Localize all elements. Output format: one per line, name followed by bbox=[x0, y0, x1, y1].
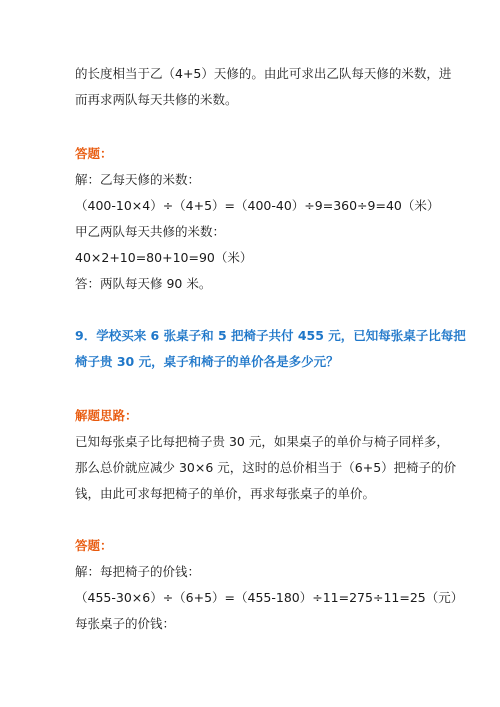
answer-line-1: 解：乙每天修的米数： bbox=[75, 172, 201, 187]
question-9-line-2: 椅子贵 30 元，桌子和椅子的单价各是多少元？ bbox=[75, 354, 339, 369]
answer-2-line-3: 每张桌子的价钱： bbox=[75, 616, 176, 631]
question-9-line-1: 9．学校买来 6 张桌子和 5 把椅子共付 455 元，已知每张桌子比每把 bbox=[75, 328, 466, 343]
thinking-line-2: 那么总价就应减少 30×6 元，这时的总价相当于（6+5）把椅子的价 bbox=[75, 460, 457, 475]
answer-2-line-1: 解：每把椅子的价钱： bbox=[75, 564, 201, 579]
answer-2-line-2: （455-30×6）÷（6+5）=（455-180）÷11=275÷11=25（元） bbox=[75, 590, 464, 605]
thinking-line-1: 已知每张桌子比每把椅子贵 30 元，如果桌子的单价与椅子同样多， bbox=[75, 434, 449, 449]
intro-line-2: 而再求两队每天共修的米数。 bbox=[75, 92, 238, 107]
intro-line-1: 的长度相当于乙（4+5）天修的。由此可求出乙队每天修的米数，进 bbox=[75, 66, 452, 81]
answer-line-3: 甲乙两队每天共修的米数： bbox=[75, 224, 226, 239]
thinking-line-3: 钱，由此可求每把椅子的单价，再求每张桌子的单价。 bbox=[75, 486, 376, 501]
answer-line-5: 答：两队每天修 90 米。 bbox=[75, 276, 212, 291]
answer-heading: 答题： bbox=[75, 146, 113, 161]
answer-line-4: 40×2+10=80+10=90（米） bbox=[75, 250, 253, 265]
answer-line-2: （400-10×4）÷（4+5）=（400-40）÷9=360÷9=40（米） bbox=[75, 198, 440, 213]
thinking-heading: 解题思路： bbox=[75, 408, 138, 423]
answer-2-heading: 答题： bbox=[75, 538, 113, 553]
